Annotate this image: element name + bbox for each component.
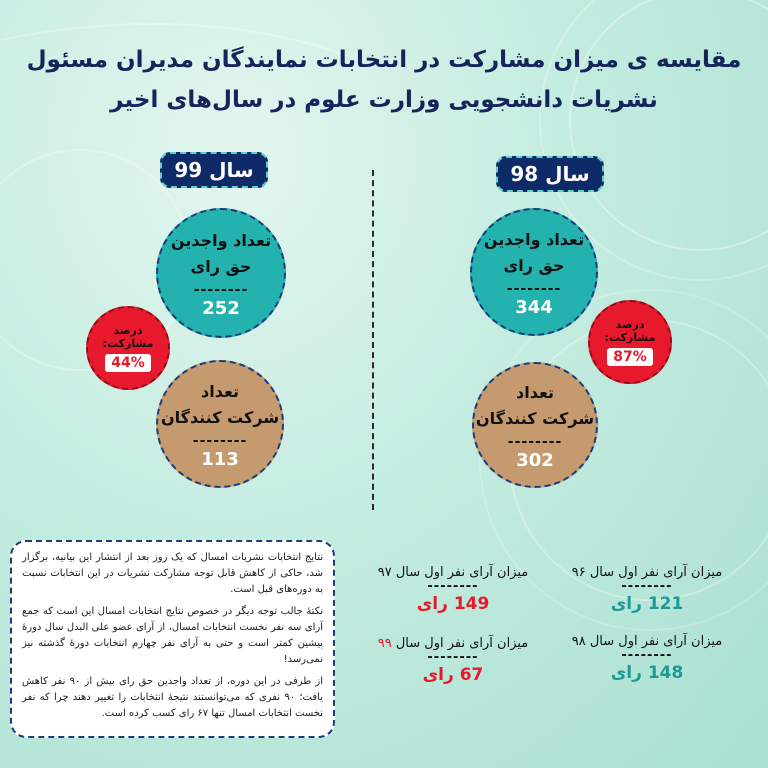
- stat-value: 148 رای: [610, 663, 684, 683]
- year-99-participants-circle: [156, 360, 284, 488]
- participation-label: درصد مشارکت:: [102, 324, 154, 350]
- page-title-line1: مقایسه ی میزان مشارکت در انتخابات نمایندگان مدیران مسئول: [26, 47, 742, 73]
- stat-top-vote-99: [368, 636, 538, 685]
- stat-dash: --------: [427, 650, 479, 665]
- eligible-value: 344: [515, 296, 553, 318]
- stat-dash: --------: [621, 648, 673, 663]
- participants-value: 302: [516, 449, 554, 471]
- stat-top-vote-96: [562, 565, 732, 614]
- stat-value: 121 رای: [610, 594, 684, 614]
- participants-value: 113: [201, 448, 239, 470]
- stat-label-prefix: میزان آرای نفر اول سال: [395, 636, 529, 651]
- year-98-eligible-circle: [470, 208, 598, 336]
- participants-label: تعداد شرکت کنندگان: [160, 381, 280, 427]
- year-99-badge: سال 99: [160, 152, 268, 188]
- stat-top-vote-97: [368, 565, 538, 614]
- year-98-participants-circle: [472, 362, 598, 488]
- year-99-eligible-circle: [156, 208, 286, 338]
- analysis-note: [10, 540, 335, 738]
- eligible-dash: --------: [193, 281, 249, 298]
- note-paragraph-1: نتایج انتخابات نشریات امسال که یک روز بعد از انتشار این بیانیه، برگزار شد، حاکی از کاهش قابل توجه مشارکت نشریات در این انتخابات نسبت به دوره‌های قبل است.: [22, 552, 323, 595]
- stat-label: [368, 636, 538, 651]
- participation-label: درصد مشارکت:: [604, 318, 656, 344]
- page-title-line2: نشریات دانشجویی وزارت علوم در سال‌های اخیر: [110, 87, 658, 113]
- note-paragraph-2: نکتۀ جالب توجه دیگر در خصوص نتایج انتخابات امسال این است که جمع آرای سه نفر نخست انتخابات امسال، از آرای عضو علی البدل سال دورۀ پیشین کمتر است و حتی به آرای نفر چهارم انتخابات دورۀ گذشته نیز نمی‌رسد!: [22, 606, 323, 665]
- eligible-label: تعداد واجدین حق رای: [170, 230, 272, 276]
- participants-dash: --------: [507, 433, 563, 450]
- stat-dash: --------: [621, 579, 673, 594]
- year-98-badge: سال 98: [496, 156, 604, 192]
- eligible-label: تعداد واجدین حق رای: [483, 229, 585, 275]
- participation-value: 44%: [105, 354, 151, 372]
- stat-label-year: ۹۹: [377, 636, 392, 651]
- stat-label: میزان آرای نفر اول سال ۹۷: [377, 565, 529, 580]
- participation-value: 87%: [607, 348, 653, 366]
- stat-label: میزان آرای نفر اول سال ۹۶: [571, 565, 723, 580]
- stat-value: 67 رای: [422, 665, 484, 685]
- year-99-participation-badge: [86, 306, 170, 390]
- stat-top-vote-98: [562, 634, 732, 683]
- stat-dash: --------: [427, 579, 479, 594]
- stat-value: 149 رای: [416, 594, 490, 614]
- note-paragraph-3: از طرفی در این دوره، از تعداد واجدین حق رای بیش از ۹۰ نفر کاهش یافت؛ ۹۰ نفری که می‌توانستند نتیجۀ انتخابات را تغییر دهند چرا که نفر نخست انتخابات امسال تنها ۶۷ رای کسب کرده است.: [22, 676, 323, 719]
- eligible-value: 252: [202, 297, 240, 319]
- year-98-participation-badge: [588, 300, 672, 384]
- eligible-dash: --------: [506, 280, 562, 297]
- stat-label: میزان آرای نفر اول سال ۹۸: [571, 634, 723, 649]
- participants-dash: --------: [192, 432, 248, 449]
- page-title: [20, 40, 748, 120]
- participants-label: تعداد شرکت کنندگان: [475, 382, 595, 428]
- year-divider: [372, 170, 374, 510]
